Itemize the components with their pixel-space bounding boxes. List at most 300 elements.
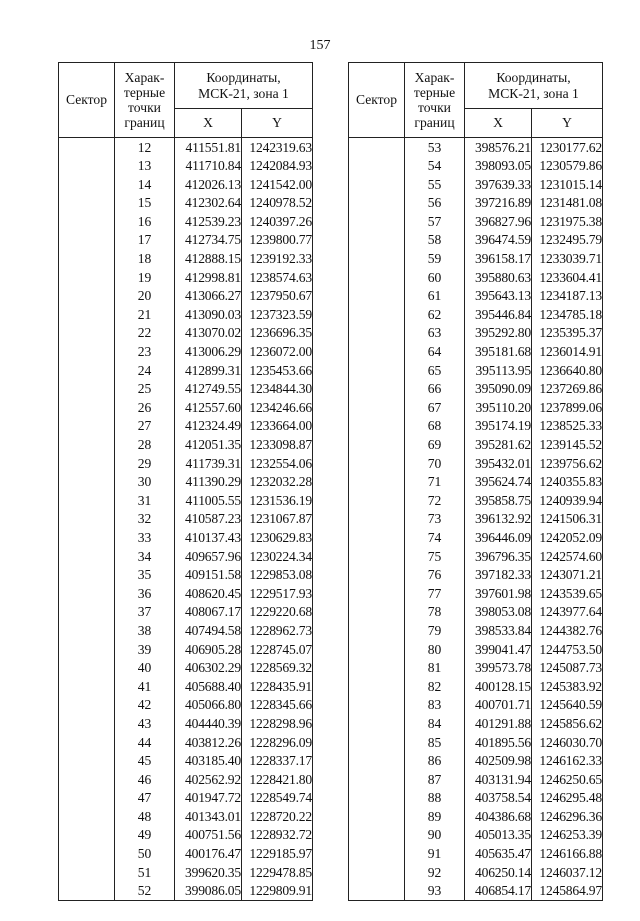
point-number: 61 xyxy=(405,287,465,306)
point-number: 57 xyxy=(405,212,465,231)
header-points: Харак- терные точки границ xyxy=(405,63,465,138)
sector-cell xyxy=(349,696,405,715)
point-number: 84 xyxy=(405,714,465,733)
y-coordinate: 1229853.08 xyxy=(242,566,313,585)
point-number: 20 xyxy=(115,287,175,306)
x-coordinate: 400751.56 xyxy=(175,826,242,845)
sector-cell xyxy=(349,807,405,826)
table-row xyxy=(349,436,603,455)
sector-cell xyxy=(59,714,115,733)
x-coordinate: 400128.15 xyxy=(465,677,532,696)
y-coordinate: 1238574.63 xyxy=(242,268,313,287)
point-number: 14 xyxy=(115,175,175,194)
y-coordinate: 1243539.65 xyxy=(532,584,603,603)
y-coordinate: 1232032.28 xyxy=(242,473,313,492)
x-coordinate: 401291.88 xyxy=(465,714,532,733)
y-coordinate: 1231975.38 xyxy=(532,212,603,231)
x-coordinate: 404440.39 xyxy=(175,714,242,733)
x-coordinate: 405066.80 xyxy=(175,696,242,715)
table-row xyxy=(59,752,313,771)
table-row xyxy=(349,361,603,380)
point-number: 75 xyxy=(405,547,465,566)
point-number: 63 xyxy=(405,324,465,343)
sector-cell xyxy=(349,621,405,640)
table-row xyxy=(59,231,313,250)
sector-cell xyxy=(349,324,405,343)
x-coordinate: 413070.02 xyxy=(175,324,242,343)
table-row xyxy=(59,603,313,622)
y-coordinate: 1237323.59 xyxy=(242,305,313,324)
x-coordinate: 402509.98 xyxy=(465,752,532,771)
table-row xyxy=(59,491,313,510)
x-coordinate: 405688.40 xyxy=(175,677,242,696)
x-coordinate: 395174.19 xyxy=(465,417,532,436)
point-number: 91 xyxy=(405,845,465,864)
point-number: 26 xyxy=(115,398,175,417)
x-coordinate: 398093.05 xyxy=(465,157,532,176)
table-row xyxy=(59,733,313,752)
point-number: 93 xyxy=(405,882,465,901)
point-number: 77 xyxy=(405,584,465,603)
table-row xyxy=(59,621,313,640)
y-coordinate: 1242084.93 xyxy=(242,157,313,176)
sector-cell xyxy=(59,324,115,343)
sector-cell xyxy=(349,175,405,194)
point-number: 31 xyxy=(115,491,175,510)
y-coordinate: 1246295.48 xyxy=(532,789,603,808)
sector-cell xyxy=(59,510,115,529)
x-coordinate: 412888.15 xyxy=(175,250,242,269)
table-row xyxy=(349,714,603,733)
header-y: Y xyxy=(532,109,603,138)
table-row xyxy=(349,677,603,696)
point-number: 49 xyxy=(115,826,175,845)
y-coordinate: 1233664.00 xyxy=(242,417,313,436)
header-x: X xyxy=(175,109,242,138)
sector-cell xyxy=(59,398,115,417)
x-coordinate: 400701.71 xyxy=(465,696,532,715)
sector-cell xyxy=(349,287,405,306)
table-row xyxy=(59,510,313,529)
sector-cell xyxy=(349,659,405,678)
point-number: 30 xyxy=(115,473,175,492)
point-number: 25 xyxy=(115,380,175,399)
sector-cell xyxy=(349,714,405,733)
table-row xyxy=(349,287,603,306)
table-row xyxy=(349,194,603,213)
sector-cell xyxy=(59,305,115,324)
sector-cell xyxy=(349,752,405,771)
y-coordinate: 1241506.31 xyxy=(532,510,603,529)
table-row xyxy=(59,268,313,287)
table-row xyxy=(59,807,313,826)
point-number: 50 xyxy=(115,845,175,864)
sector-cell xyxy=(59,473,115,492)
table-row xyxy=(349,454,603,473)
sector-cell xyxy=(349,398,405,417)
table-row xyxy=(349,510,603,529)
sector-cell xyxy=(59,157,115,176)
x-coordinate: 410137.43 xyxy=(175,528,242,547)
x-coordinate: 395880.63 xyxy=(465,268,532,287)
sector-cell xyxy=(59,566,115,585)
sector-cell xyxy=(349,826,405,845)
sector-cell xyxy=(349,845,405,864)
y-coordinate: 1230224.34 xyxy=(242,547,313,566)
point-number: 48 xyxy=(115,807,175,826)
x-coordinate: 395432.01 xyxy=(465,454,532,473)
y-coordinate: 1244753.50 xyxy=(532,640,603,659)
sector-cell xyxy=(59,343,115,362)
y-coordinate: 1234785.18 xyxy=(532,305,603,324)
point-number: 29 xyxy=(115,454,175,473)
point-number: 52 xyxy=(115,882,175,901)
sector-cell xyxy=(59,287,115,306)
table-row xyxy=(59,696,313,715)
table-row xyxy=(59,212,313,231)
y-coordinate: 1237269.86 xyxy=(532,380,603,399)
point-number: 74 xyxy=(405,528,465,547)
point-number: 39 xyxy=(115,640,175,659)
table-row xyxy=(59,194,313,213)
point-number: 27 xyxy=(115,417,175,436)
point-number: 44 xyxy=(115,733,175,752)
y-coordinate: 1240939.94 xyxy=(532,491,603,510)
point-number: 18 xyxy=(115,250,175,269)
sector-cell xyxy=(59,621,115,640)
y-coordinate: 1245087.73 xyxy=(532,659,603,678)
table-row xyxy=(349,473,603,492)
y-coordinate: 1239192.33 xyxy=(242,250,313,269)
x-coordinate: 406302.29 xyxy=(175,659,242,678)
sector-cell xyxy=(59,752,115,771)
table-row xyxy=(349,380,603,399)
x-coordinate: 402562.92 xyxy=(175,770,242,789)
sector-cell xyxy=(59,528,115,547)
sector-cell xyxy=(59,250,115,269)
y-coordinate: 1241542.00 xyxy=(242,175,313,194)
point-number: 17 xyxy=(115,231,175,250)
sector-cell xyxy=(59,603,115,622)
x-coordinate: 399041.47 xyxy=(465,640,532,659)
table-row xyxy=(59,714,313,733)
header-coordinates: Координаты, МСК-21, зона 1 xyxy=(175,63,313,109)
sector-cell xyxy=(59,789,115,808)
y-coordinate: 1231015.14 xyxy=(532,175,603,194)
y-coordinate: 1231481.08 xyxy=(532,194,603,213)
table-row xyxy=(59,584,313,603)
sector-cell xyxy=(349,157,405,176)
sector-cell xyxy=(349,250,405,269)
table-row xyxy=(59,863,313,882)
point-number: 76 xyxy=(405,566,465,585)
y-coordinate: 1228296.09 xyxy=(242,733,313,752)
header-x: X xyxy=(465,109,532,138)
table-row xyxy=(349,603,603,622)
point-number: 43 xyxy=(115,714,175,733)
y-coordinate: 1235453.66 xyxy=(242,361,313,380)
table-row xyxy=(59,640,313,659)
y-coordinate: 1229185.97 xyxy=(242,845,313,864)
y-coordinate: 1245383.92 xyxy=(532,677,603,696)
table-row xyxy=(59,305,313,324)
sector-cell xyxy=(349,789,405,808)
table-row xyxy=(349,789,603,808)
point-number: 36 xyxy=(115,584,175,603)
header-points: Харак- терные точки границ xyxy=(115,63,175,138)
sector-cell xyxy=(59,268,115,287)
sector-cell xyxy=(349,138,405,157)
table-row xyxy=(349,733,603,752)
sector-cell xyxy=(349,417,405,436)
sector-cell xyxy=(349,677,405,696)
sector-cell xyxy=(349,231,405,250)
point-number: 45 xyxy=(115,752,175,771)
table-row xyxy=(349,621,603,640)
table-row xyxy=(59,436,313,455)
coordinates-table-right xyxy=(348,62,603,901)
sector-cell xyxy=(59,231,115,250)
point-number: 81 xyxy=(405,659,465,678)
point-number: 53 xyxy=(405,138,465,157)
x-coordinate: 413006.29 xyxy=(175,343,242,362)
x-coordinate: 395292.80 xyxy=(465,324,532,343)
table-row xyxy=(349,305,603,324)
y-coordinate: 1240978.52 xyxy=(242,194,313,213)
table-row xyxy=(59,473,313,492)
y-coordinate: 1246250.65 xyxy=(532,770,603,789)
y-coordinate: 1232495.79 xyxy=(532,231,603,250)
sector-cell xyxy=(349,212,405,231)
y-coordinate: 1228962.73 xyxy=(242,621,313,640)
x-coordinate: 413090.03 xyxy=(175,305,242,324)
table-row xyxy=(349,807,603,826)
x-coordinate: 398533.84 xyxy=(465,621,532,640)
point-number: 47 xyxy=(115,789,175,808)
sector-cell xyxy=(349,473,405,492)
table-row xyxy=(59,528,313,547)
x-coordinate: 396132.92 xyxy=(465,510,532,529)
x-coordinate: 412899.31 xyxy=(175,361,242,380)
y-coordinate: 1230629.83 xyxy=(242,528,313,547)
y-coordinate: 1239145.52 xyxy=(532,436,603,455)
y-coordinate: 1228720.22 xyxy=(242,807,313,826)
x-coordinate: 396827.96 xyxy=(465,212,532,231)
table-row xyxy=(349,659,603,678)
y-coordinate: 1240397.26 xyxy=(242,212,313,231)
sector-cell xyxy=(59,547,115,566)
x-coordinate: 412539.23 xyxy=(175,212,242,231)
y-coordinate: 1242574.60 xyxy=(532,547,603,566)
sector-cell xyxy=(349,268,405,287)
sector-cell xyxy=(349,380,405,399)
table-row xyxy=(59,826,313,845)
point-number: 34 xyxy=(115,547,175,566)
y-coordinate: 1242052.09 xyxy=(532,528,603,547)
point-number: 37 xyxy=(115,603,175,622)
table-row xyxy=(349,528,603,547)
sector-cell xyxy=(59,584,115,603)
point-number: 66 xyxy=(405,380,465,399)
point-number: 69 xyxy=(405,436,465,455)
coordinates-table-left xyxy=(58,62,313,901)
x-coordinate: 395113.95 xyxy=(465,361,532,380)
y-coordinate: 1228745.07 xyxy=(242,640,313,659)
y-coordinate: 1228345.66 xyxy=(242,696,313,715)
sector-cell xyxy=(59,361,115,380)
x-coordinate: 399620.35 xyxy=(175,863,242,882)
sector-cell xyxy=(59,491,115,510)
point-number: 42 xyxy=(115,696,175,715)
sector-cell xyxy=(59,138,115,157)
point-number: 59 xyxy=(405,250,465,269)
y-coordinate: 1244382.76 xyxy=(532,621,603,640)
sector-cell xyxy=(349,510,405,529)
y-coordinate: 1228421.80 xyxy=(242,770,313,789)
point-number: 40 xyxy=(115,659,175,678)
table-row xyxy=(59,677,313,696)
table-row xyxy=(59,138,313,157)
y-coordinate: 1245864.97 xyxy=(532,882,603,901)
x-coordinate: 406250.14 xyxy=(465,863,532,882)
y-coordinate: 1229517.93 xyxy=(242,584,313,603)
point-number: 35 xyxy=(115,566,175,585)
point-number: 79 xyxy=(405,621,465,640)
x-coordinate: 396474.59 xyxy=(465,231,532,250)
y-coordinate: 1245640.59 xyxy=(532,696,603,715)
sector-cell xyxy=(349,528,405,547)
y-coordinate: 1239756.62 xyxy=(532,454,603,473)
point-number: 60 xyxy=(405,268,465,287)
sector-cell xyxy=(59,417,115,436)
x-coordinate: 411551.81 xyxy=(175,138,242,157)
sector-cell xyxy=(59,640,115,659)
point-number: 32 xyxy=(115,510,175,529)
table-row xyxy=(349,268,603,287)
x-coordinate: 401895.56 xyxy=(465,733,532,752)
table-row xyxy=(349,752,603,771)
y-coordinate: 1246166.88 xyxy=(532,845,603,864)
y-coordinate: 1229478.85 xyxy=(242,863,313,882)
sector-cell xyxy=(349,882,405,901)
x-coordinate: 403185.40 xyxy=(175,752,242,771)
y-coordinate: 1230579.86 xyxy=(532,157,603,176)
y-coordinate: 1232554.06 xyxy=(242,454,313,473)
sector-cell xyxy=(59,826,115,845)
y-coordinate: 1243071.21 xyxy=(532,566,603,585)
x-coordinate: 395090.09 xyxy=(465,380,532,399)
sector-cell xyxy=(349,733,405,752)
point-number: 62 xyxy=(405,305,465,324)
table-row xyxy=(349,491,603,510)
x-coordinate: 406854.17 xyxy=(465,882,532,901)
y-coordinate: 1246253.39 xyxy=(532,826,603,845)
table-row xyxy=(349,566,603,585)
table-row xyxy=(59,882,313,901)
x-coordinate: 397639.33 xyxy=(465,175,532,194)
x-coordinate: 399086.05 xyxy=(175,882,242,901)
y-coordinate: 1246162.33 xyxy=(532,752,603,771)
point-number: 15 xyxy=(115,194,175,213)
header-sector: Сектор xyxy=(349,63,405,138)
x-coordinate: 397182.33 xyxy=(465,566,532,585)
sector-cell xyxy=(59,882,115,901)
y-coordinate: 1231536.19 xyxy=(242,491,313,510)
x-coordinate: 395110.20 xyxy=(465,398,532,417)
x-coordinate: 404386.68 xyxy=(465,807,532,826)
point-number: 51 xyxy=(115,863,175,882)
sector-cell xyxy=(349,640,405,659)
y-coordinate: 1236640.80 xyxy=(532,361,603,380)
table-row xyxy=(59,659,313,678)
x-coordinate: 398053.08 xyxy=(465,603,532,622)
sector-cell xyxy=(59,175,115,194)
point-number: 12 xyxy=(115,138,175,157)
header-coordinates: Координаты, МСК-21, зона 1 xyxy=(465,63,603,109)
x-coordinate: 401947.72 xyxy=(175,789,242,808)
table-row xyxy=(349,324,603,343)
point-number: 89 xyxy=(405,807,465,826)
point-number: 68 xyxy=(405,417,465,436)
x-coordinate: 412998.81 xyxy=(175,268,242,287)
table-row xyxy=(59,789,313,808)
table-row xyxy=(349,640,603,659)
point-number: 24 xyxy=(115,361,175,380)
x-coordinate: 405013.35 xyxy=(465,826,532,845)
table-row xyxy=(59,770,313,789)
point-number: 22 xyxy=(115,324,175,343)
x-coordinate: 401343.01 xyxy=(175,807,242,826)
point-number: 13 xyxy=(115,157,175,176)
point-number: 58 xyxy=(405,231,465,250)
page-number: 157 xyxy=(309,38,331,53)
x-coordinate: 412749.55 xyxy=(175,380,242,399)
table-row xyxy=(59,250,313,269)
point-number: 56 xyxy=(405,194,465,213)
x-coordinate: 406905.28 xyxy=(175,640,242,659)
y-coordinate: 1228932.72 xyxy=(242,826,313,845)
sector-cell xyxy=(59,436,115,455)
point-number: 65 xyxy=(405,361,465,380)
x-coordinate: 398576.21 xyxy=(465,138,532,157)
point-number: 85 xyxy=(405,733,465,752)
table-row xyxy=(349,770,603,789)
table-row xyxy=(349,863,603,882)
x-coordinate: 412324.49 xyxy=(175,417,242,436)
x-coordinate: 411710.84 xyxy=(175,157,242,176)
sector-cell xyxy=(349,584,405,603)
y-coordinate: 1233604.41 xyxy=(532,268,603,287)
x-coordinate: 395643.13 xyxy=(465,287,532,306)
table-row xyxy=(349,417,603,436)
y-coordinate: 1228435.91 xyxy=(242,677,313,696)
point-number: 88 xyxy=(405,789,465,808)
y-coordinate: 1229809.91 xyxy=(242,882,313,901)
x-coordinate: 412051.35 xyxy=(175,436,242,455)
y-coordinate: 1243977.64 xyxy=(532,603,603,622)
x-coordinate: 395624.74 xyxy=(465,473,532,492)
y-coordinate: 1237950.67 xyxy=(242,287,313,306)
table-row xyxy=(349,250,603,269)
sector-cell xyxy=(59,845,115,864)
table-row xyxy=(59,566,313,585)
point-number: 16 xyxy=(115,212,175,231)
sector-cell xyxy=(59,677,115,696)
point-number: 19 xyxy=(115,268,175,287)
table-row xyxy=(349,845,603,864)
table-row xyxy=(59,547,313,566)
sector-cell xyxy=(349,436,405,455)
